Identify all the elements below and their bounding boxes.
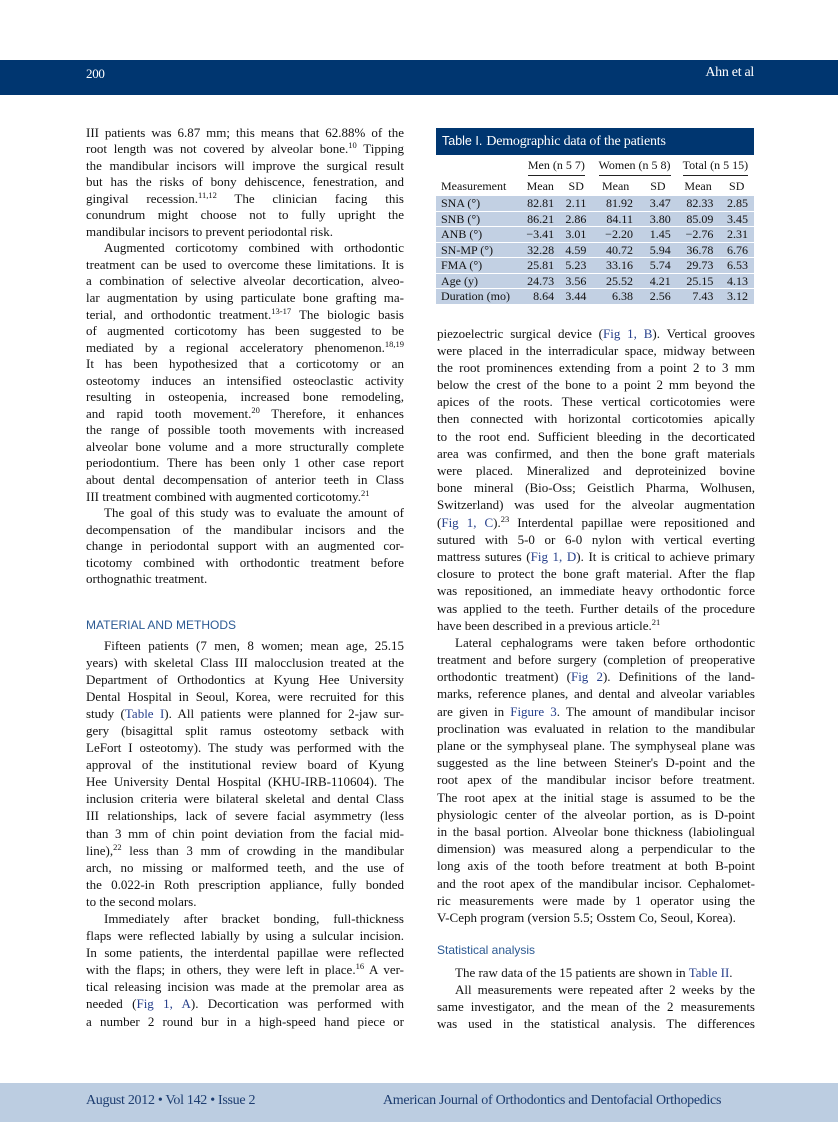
running-footer [0,1083,838,1122]
text-line: proclination was evaluated in relation to the mandibular [437,720,755,736]
text-line: closure to protect the bone graft material. After the flap [437,566,755,582]
cell-value: 2.11 [560,196,592,211]
table-row [436,289,754,305]
table-row [436,227,754,243]
text-line: gery (bisagittal split ramus osteotomy setback with [86,722,404,738]
cell-value: 25.15 [677,273,720,289]
cell-value: 86.21 [520,211,560,227]
text-line: same investigator, and the mean of the 2 measurements [437,998,755,1014]
text-line: piezoelectric surgical device (Fig 1, B). Vertical grooves [437,325,755,341]
text-line: arch, no missing or malformed teeth, and the use of [86,859,404,875]
cross-reference-link[interactable]: Fig 1, B [603,325,653,341]
text-line: were placed. Mineralized and deproteinized bovine [437,463,755,478]
cross-reference-link[interactable]: Table II [688,964,730,980]
column-header: SD [729,179,745,193]
text-line: Dental Hospital in Seoul, Korea, were recruited for this [86,688,404,704]
text-line: III treatment combined with augmented corticotomy.$^{21}$ [86,487,370,504]
text-line: In some patients, the interdental papillae were reflected [86,945,404,961]
text-line: inclusion criteria were bilateral skeletal and dental Class [86,791,404,807]
text-line: was repositioned, an immediate heavy orthodontic force [437,583,755,599]
row-label: Duration (mo) [436,289,520,305]
table-body [436,196,754,304]
text-line: physiologic center of the alveolar portion, as is D-point [437,806,755,822]
cell-value: 33.16 [592,258,639,274]
right-column-statistics [437,964,755,1033]
text-line: terial, and orthodontic treatment.$^{13-17}$ The biologic basis [86,305,404,322]
text-line: Immediately after bracket bonding, full-thickness [104,911,404,926]
cell-value: 25.81 [520,258,560,274]
row-label: SNB (°) [436,211,520,227]
text-line: and rapid tooth movement.$^{20}$ Therefore, it enhances [86,404,404,421]
citation-superscript[interactable]: 16 [355,961,365,972]
paragraph [437,964,755,981]
paragraph [437,634,755,926]
text-line: bone mineral (Bio-Oss; Geistlich Pharma, Wolhusen, [437,480,755,496]
text-line: lar augmentation by using particulate bone grafting ma- [86,289,404,305]
citation-superscript[interactable]: 21 [651,616,661,627]
cell-value: 2.85 [719,196,754,211]
group-total: Total (n 5 15) [683,158,748,176]
table-title-bar [436,128,754,155]
text-line: treatment can be used to overcome these limitations. It is [86,256,404,272]
text-line: in the basal portion. Alveolar bone thickness (labiolingual [437,823,755,839]
cross-reference-link[interactable]: Fig 2 [570,669,603,685]
text-line: It has been hypothesized that a corticotomy or an [86,356,404,372]
left-column-intro [86,125,404,588]
text-line: apices of the roots. These vertical corticotomies were [437,394,755,410]
cell-value: 3.80 [639,211,677,227]
cell-value: −2.20 [592,227,639,243]
text-line: the range of possible tooth movements with increased [86,422,404,438]
text-line: than 3 mm of chin point deviation from the facial mid- [86,825,404,841]
text-line: were placed in the interradicular space, midway between [437,342,755,358]
table-demographic-data [436,128,754,304]
cell-value: 81.92 [592,196,639,211]
citation-superscript[interactable]: 10 [348,140,357,151]
cross-reference-link[interactable]: Figure 3 [510,703,557,719]
section-heading-statistical-analysis: Statistical analysis [437,943,536,957]
table-row [436,196,754,211]
row-label: SNA (°) [436,196,520,211]
text-line: mediated by a regional acceleratory phenomenon.$^{18,19}$ [86,338,404,355]
table-label: Table I. [442,134,483,148]
section-heading-material-and-methods: MATERIAL AND METHODS [86,618,237,632]
paragraph [437,981,755,1033]
group-women: Women (n 5 8) [599,158,671,176]
text-line: tical releasing incision was made at the premolar area as [86,979,404,995]
table-grid [436,158,754,305]
paragraph [86,910,404,1030]
text-line: V-Ceph program (version 5.5; Osstem Co, Seoul, Korea). [437,909,736,925]
text-line: Lateral cephalograms were taken before orthodontic [455,634,755,650]
text-line: III relationships, lack of severe facial asymmetry (less [86,808,404,824]
cell-value: 3.01 [560,227,592,243]
table-title: Demographic data of the patients [486,134,666,149]
text-line: Department of Orthodontics at Kyung Hee University [86,671,404,687]
paragraph [437,325,755,634]
text-line: dimension) was measured along a perpendicular to the [437,841,755,857]
text-line: III patients was 6.87 mm; this means that 62.88% of the [86,124,404,140]
text-line: (Fig 1, C).$^{23}$ Interdental papillae were repositioned and [437,513,755,530]
text-line: was used in the statistical analysis. The differences [437,1016,755,1032]
cell-value: 24.73 [520,273,560,289]
cross-reference-link[interactable]: Fig 1, C [441,514,494,530]
cross-reference-link[interactable]: Fig 1, D [530,548,577,564]
text-line: mattress sutures (Fig 1, D). It is critical to achieve primary [437,548,755,564]
cell-value: 40.72 [592,242,639,258]
cell-value: 2.31 [719,227,754,243]
text-line: resulting in osteopenia, increased bone remodeling, [86,389,404,405]
citation-superscript[interactable]: 11,12 [198,189,217,200]
cell-value: −2.76 [677,227,720,243]
column-header: Mean [526,179,554,193]
text-line: The root apex at the initial stage is assumed to be the [437,789,755,805]
text-line: gingival recession.$^{11,12}$ The clinician facing this [86,189,404,206]
text-line: have been described in a previous article.$^{21}$ [437,616,661,633]
text-line: below the crest of the bone to a point 2 mm beyond the [437,377,755,393]
cell-value: 1.45 [639,227,677,243]
text-line: ric measurements were made by 1 operator using the [437,892,755,908]
cell-value: 4.13 [719,273,754,289]
cell-value: 85.09 [677,211,720,227]
text-line: root length was not covered by alveolar bone.$^{10}$ Tipping [86,140,404,157]
text-line: suggested as the line between Steiner's D-point and the [437,755,755,771]
text-line: Switzerland) was used for the alveolar augmentation [437,497,755,513]
text-line: All measurements were repeated after 2 weeks by the [455,981,755,997]
citation-superscript[interactable]: 23 [500,513,510,524]
text-line: Fifteen patients (7 men, 8 women; mean age, 25.15 [104,637,404,653]
page-number: 200 [86,66,105,81]
column-header: Mean [684,179,712,193]
table-row [436,273,754,289]
cell-value: 7.43 [677,289,720,305]
cross-reference-link[interactable]: Table I [124,705,165,721]
text-line: decompensation of the mandibular incisors and the [86,521,404,537]
text-line: but has the risks of bony dehiscence, fenestration, and [86,174,404,190]
cell-value: 84.11 [592,211,639,227]
paragraph [86,240,404,505]
column-header: Measurement [441,179,507,193]
text-line: flaps were reflected labially by using a sulcular incision. [86,928,404,944]
text-line: sutured with 5-0 or 6-0 nylon with vertical everting [437,531,755,547]
cell-value: 2.86 [560,211,592,227]
text-line: marks, reference planes, and dental and alveolar variables [437,686,755,702]
text-line: root apex of the mandibular incisor before treatment. [437,772,755,788]
column-header: Mean [601,179,630,193]
text-line: with the flaps; in others, they were left in place.$^{16}$ A ver- [86,961,404,978]
text-line: orthodontic treatment) (Fig 2). Definitions of the land- [437,669,756,685]
text-line: and the root apex of the mandibular incisor. Cephalomet- [437,875,755,891]
row-label: FMA (°) [436,258,520,274]
text-line: line),$^{22}$ less than 3 mm of crowding in the mandibular [86,841,404,858]
text-line: LeFort I osteotomy). The study was performed with the [86,740,404,756]
column-header: SD [568,179,584,193]
row-label: SN-MP (°) [436,242,520,258]
text-line: Hee University Dental Hospital (KHU-IRB-110604). The [86,774,404,790]
running-authors: Ahn et al [705,65,754,80]
row-label: ANB (°) [436,227,520,243]
text-line: alveolar bone volume and a more structurally complete [86,438,404,454]
cell-value: 29.73 [677,258,720,274]
text-line: orthognathic treatment. [86,571,208,587]
text-line: plane or the symphyseal plane. The symphyseal plane was [437,738,755,753]
table-subheader [436,176,754,196]
text-line: to the second molars. [86,893,197,909]
paragraph [86,505,404,588]
text-line: years) with skeletal Class III malocclusion treated at the [86,654,404,670]
text-line: mandibular incisors to prevent periodontal risk. [86,223,333,239]
text-line: about dental decompensation of anterior teeth in Class [86,471,404,487]
cell-value: 25.52 [592,273,639,289]
right-column-procedure [437,325,755,927]
table-row [436,211,754,227]
citation-superscript[interactable]: 21 [360,487,370,498]
text-line: the 0.022-in Roth prescription appliance, fully bonded [86,876,404,892]
citation-superscript[interactable]: 20 [251,404,260,415]
text-line: to the root end. Sufficient bleeding in the decorticated [437,428,755,444]
text-line: are given in Figure 3. The amount of mandibular incisor [437,703,755,719]
cell-value: 5.94 [639,242,677,258]
cell-value: 4.59 [560,242,592,258]
citation-superscript[interactable]: 18,19 [384,338,404,349]
cell-value: 6.38 [592,289,639,305]
column-header: SD [650,179,666,193]
cell-value: 5.23 [560,258,592,274]
text-line: Augmented corticotomy combined with orthodontic [104,240,404,256]
text-line: a combination of selective alveolar decortication, alveo- [86,273,404,289]
cell-value: 3.56 [560,273,592,289]
cell-value: 8.64 [520,289,560,305]
footer-issue: August 2012 • Vol 142 • Issue 2 [86,1093,256,1108]
cell-value: 3.47 [639,196,677,211]
cell-value: 3.44 [560,289,592,305]
text-line: long axis of the tooth before treatment at both B-point [437,858,755,874]
left-column-methods [86,637,404,1030]
cell-value: 4.21 [639,273,677,289]
cell-value: 5.74 [639,258,677,274]
cell-value: 6.53 [719,258,754,274]
cell-value: −3.41 [520,227,560,243]
text-line: The goal of this study was to evaluate the amount of [104,505,404,521]
text-line: study (Table I). All patients were planned for 2-jaw sur- [86,705,405,721]
table-group-header [436,158,754,176]
cell-value: 82.33 [677,196,720,211]
text-line: needed (Fig 1, A). Decortication was performed with [86,996,404,1012]
text-line: then connected with horizontal corticotomies apically [437,411,755,427]
text-line: osteotomy induces an intensified osteoclastic activity [86,372,404,388]
cell-value: 82.81 [520,196,560,211]
table-row [436,242,754,258]
row-label: Age (y) [436,273,520,289]
text-line: treatment and before surgery (completion of preoperative [437,652,755,668]
text-line: change in periodontal support with an augmented cor- [86,538,404,554]
paragraph [86,125,404,241]
text-line: approval of the institutional review board of Kyung [86,757,404,773]
cell-value: 3.12 [719,289,754,305]
text-line: of augmented corticotomy has been suggested to be [86,323,404,339]
text-line: the mandibular incisors will improve the surgical result [86,157,404,173]
text-line: periodontium. There has been only 1 other case report [86,455,404,471]
text-line: The raw data of the 15 patients are shown in Table II. [455,964,733,980]
citation-superscript[interactable]: 13-17 [271,305,292,316]
text-line: a number 2 round bur in a high-speed hand piece or [86,1013,404,1029]
cell-value: 2.56 [639,289,677,305]
citation-superscript[interactable]: 22 [113,841,122,852]
cell-value: 3.45 [719,211,754,227]
table-row [436,258,754,274]
footer-journal: American Journal of Orthodontics and Dentofacial Orthopedics [383,1093,722,1108]
cell-value: 6.76 [719,242,754,258]
group-men: Men (n 5 7) [528,158,585,176]
cross-reference-link[interactable]: Fig 1, A [136,996,191,1012]
text-line: ticotomy combined with orthodontic treatment before [86,554,404,570]
text-line: the root prominences extending from a point 2 to 3 mm [437,359,755,375]
text-line: was applied to the teeth. Further details of the procedure [437,600,755,616]
cell-value: 36.78 [677,242,720,258]
cell-value: 32.28 [520,242,560,258]
paragraph [86,637,404,911]
text-line: area was confirmed, and then the bone graft materials [437,445,755,461]
running-header [0,60,838,95]
text-line: conundrum might choose not to fully upright the [86,207,404,223]
